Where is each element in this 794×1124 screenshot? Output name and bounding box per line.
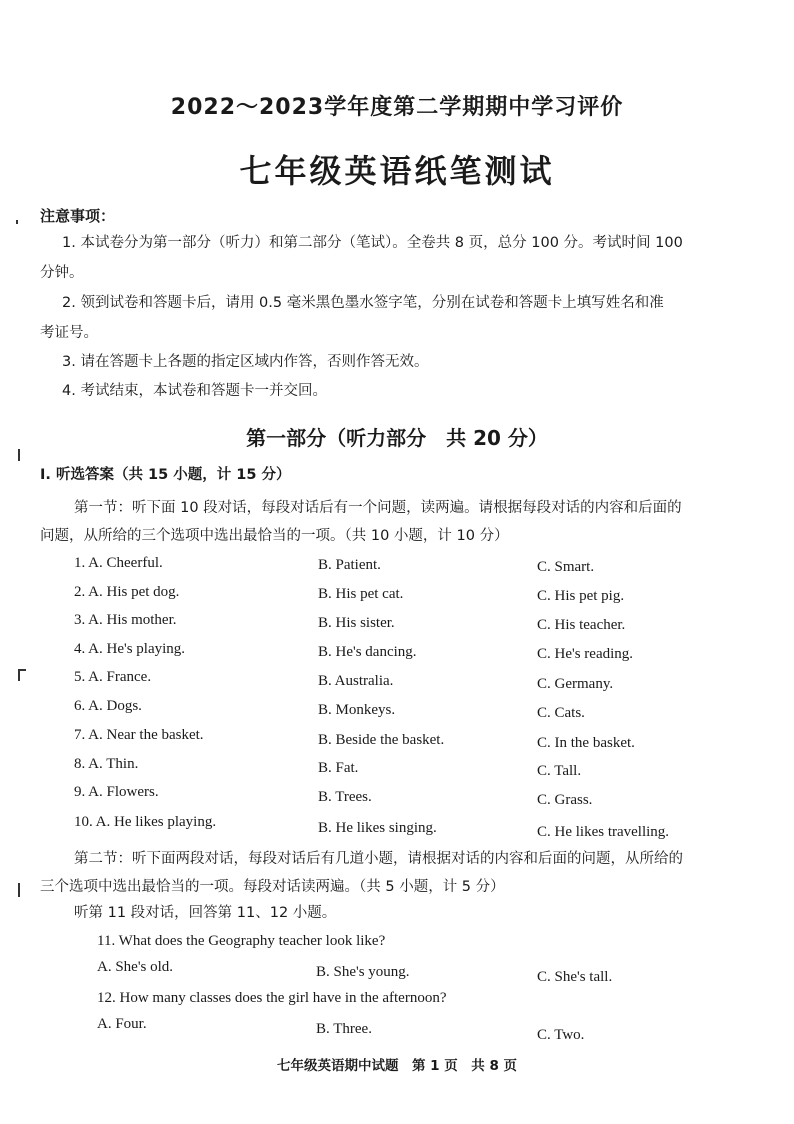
scan-speck — [16, 220, 18, 224]
section1-instruction: 第一节：听下面 10 段对话，每段对话后有一个问题，读两遍。请根据每段对话的内容和后面的 — [74, 500, 682, 516]
section2-instruction: 第二节：听下面两段对话，每段对话后有几道小题，请根据对话的内容和后面的问题，从所给的 — [74, 851, 683, 867]
note-line: 3. 请在答题卡上各题的指定区域内作答，否则作答无效。 — [62, 354, 429, 370]
q4-option-c: C. He's reading. — [537, 646, 634, 662]
q6-option-c: C. Cats. — [537, 705, 585, 721]
q11-option-c: C. She's tall. — [537, 969, 613, 985]
q12-stem: 12. How many classes does the girl have in the afternoon? — [97, 990, 447, 1006]
q12-option-c: C. Two. — [537, 1027, 585, 1043]
q2-option-c: C. His pet pig. — [537, 588, 625, 604]
q1-option-c: C. Smart. — [537, 559, 595, 575]
q9-option-b: B. Trees. — [318, 789, 372, 805]
q3-option-c: C. His teacher. — [537, 617, 626, 633]
note-line: 考证号。 — [40, 325, 98, 341]
page-footer: 七年级英语期中试题 第 1 页 共 8 页 — [276, 1058, 518, 1074]
q1-option-a: 1. A. Cheerful. — [74, 555, 163, 571]
binding-mark — [18, 449, 23, 461]
q12-option-a: A. Four. — [97, 1016, 147, 1032]
q7-option-a: 7. A. Near the basket. — [74, 727, 204, 743]
q11-stem: 11. What does the Geography teacher look like? — [97, 933, 386, 949]
q11-option-a: A. She's old. — [97, 959, 174, 975]
q6-option-a: 6. A. Dogs. — [74, 698, 142, 714]
q6-option-b: B. Monkeys. — [318, 702, 396, 718]
q4-option-b: B. He's dancing. — [318, 644, 417, 660]
q5-option-b: B. Australia. — [318, 673, 394, 689]
binding-mark — [18, 883, 23, 897]
q11-option-b: B. She's young. — [316, 964, 410, 980]
crop-mark — [18, 669, 26, 681]
q10-option-c: C. He likes travelling. — [537, 824, 670, 840]
q8-option-c: C. Tall. — [537, 763, 582, 779]
q10-option-b: B. He likes singing. — [318, 820, 437, 836]
q9-option-a: 9. A. Flowers. — [74, 784, 159, 800]
q8-option-a: 8. A. Thin. — [74, 756, 139, 772]
note-line: 4. 考试结束，本试卷和答题卡一并交回。 — [62, 383, 327, 399]
q2-option-a: 2. A. His pet dog. — [74, 584, 180, 600]
notes-heading: 注意事项： — [40, 207, 116, 225]
note-line: 分钟。 — [40, 265, 84, 281]
q2-option-b: B. His pet cat. — [318, 586, 404, 602]
note-line: 1. 本试卷分为第一部分（听力）和第二部分（笔试）。全卷共 8 页，总分 100 分。考试时间 100 — [62, 235, 683, 251]
q7-option-b: B. Beside the basket. — [318, 732, 445, 748]
q1-option-b: B. Patient. — [318, 557, 381, 573]
section2-instruction: 三个选项中选出最恰当的一项。每段对话读两遍。（共 5 小题，计 5 分） — [40, 879, 505, 895]
part1-heading: 第一部分（听力部分 共 20 分） — [246, 426, 548, 450]
q3-option-a: 3. A. His mother. — [74, 612, 177, 628]
q9-option-c: C. Grass. — [537, 792, 593, 808]
q3-option-b: B. His sister. — [318, 615, 395, 631]
q7-option-c: C. In the basket. — [537, 735, 635, 751]
exam-title: 七年级英语纸笔测试 — [239, 152, 555, 190]
q5-option-c: C. Germany. — [537, 676, 614, 692]
section1-instruction: 问题，从所给的三个选项中选出最恰当的一项。（共 10 小题，计 10 分） — [40, 528, 509, 544]
q4-option-a: 4. A. He's playing. — [74, 641, 186, 657]
term-title: 2022～2023学年度第二学期期中学习评价 — [170, 95, 624, 120]
dialogue-11-instruction: 听第 11 段对话，回答第 11、12 小题。 — [74, 905, 337, 921]
q10-option-a: 10. A. He likes playing. — [74, 814, 217, 830]
q5-option-a: 5. A. France. — [74, 669, 152, 685]
note-line: 2. 领到试卷和答题卡后，请用 0.5 毫米黑色墨水签字笔，分别在试卷和答题卡上填写姓名和准 — [62, 295, 664, 311]
q8-option-b: B. Fat. — [318, 760, 359, 776]
section-I-heading: Ⅰ. 听选答案（共 15 小题，计 15 分） — [40, 467, 291, 483]
q12-option-b: B. Three. — [316, 1021, 372, 1037]
